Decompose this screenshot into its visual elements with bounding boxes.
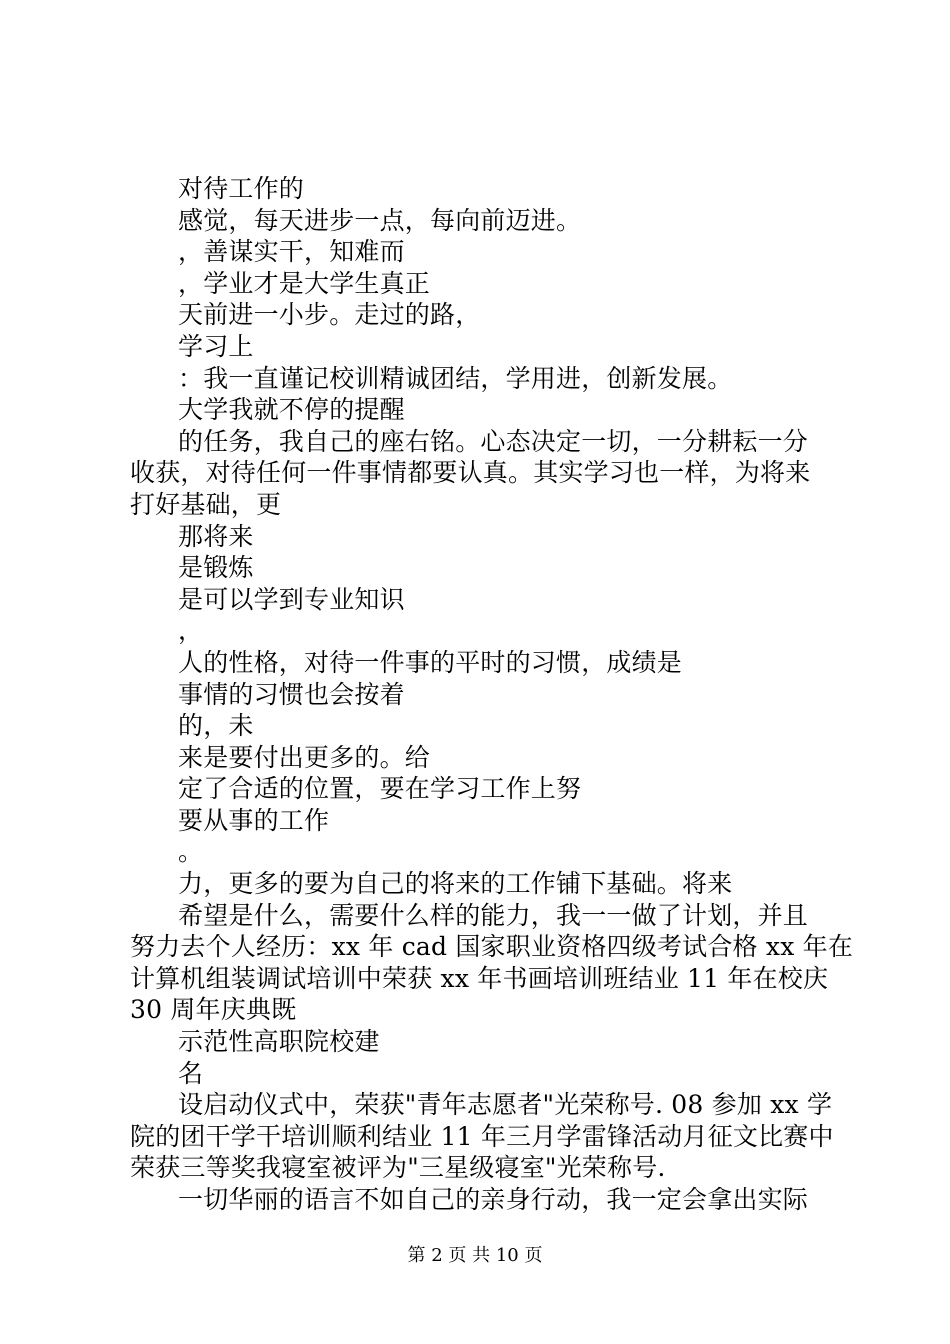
text-line: 是可以学到专业知识 bbox=[178, 584, 405, 614]
text-line: ，学业才是大学生真正 bbox=[178, 268, 431, 298]
text-line: 来是要付出更多的。给 bbox=[178, 742, 431, 772]
text-line: 收获，对待任何一件事情都要认真。其实学习也一样，为将来 bbox=[130, 458, 811, 488]
text-line: 感觉，每天进步一点，每向前迈进。 bbox=[178, 205, 582, 235]
text-line: 天前进一小步。走过的路， bbox=[178, 300, 481, 330]
text-line: 对待工作的 bbox=[178, 174, 305, 203]
text-line: 一切华丽的语言不如自己的亲身行动，我一定会拿出实际 bbox=[178, 1185, 809, 1214]
text-line: 计算机组装调试培训中荣获 xx 年书画培训班结业 11 年在校庆 bbox=[130, 963, 829, 993]
text-line: 力，更多的要为自己的将来的工作铺下基础。将来 bbox=[178, 869, 733, 899]
text-line: 院的团干学干培训顺利结业 11 年三月学雷锋活动月征文比赛中 bbox=[130, 1121, 834, 1151]
text-line: 打好基础，更 bbox=[130, 489, 282, 519]
page-footer: 第 2 页 共 10 页 bbox=[407, 1245, 543, 1266]
text-line: 学习上 bbox=[178, 331, 254, 361]
text-line: 示范性高职院校建 bbox=[178, 1027, 380, 1057]
document-body bbox=[130, 173, 854, 1216]
text-line: 希望是什么，需要什么样的能力，我一一做了计划，并且 bbox=[178, 900, 809, 930]
text-line: ：我一直谨记校训精诚团结，学用进，创新发展。 bbox=[178, 363, 733, 393]
text-line: 那将来 bbox=[178, 521, 254, 551]
text-line: 设启动仪式中，荣获"青年志愿者"光荣称号. 08 参加 xx 学 bbox=[178, 1090, 833, 1120]
text-line: 是锻炼 bbox=[178, 553, 254, 583]
text-line: 人的性格，对待一件事的平时的习惯，成绩是 bbox=[178, 647, 683, 677]
text-line: 的任务，我自己的座右铭。心态决定一切，一分耕耘一分 bbox=[178, 426, 809, 456]
text-line: ， bbox=[178, 616, 204, 646]
text-line: 荣获三等奖我寝室被评为"三星级寝室"光荣称号. bbox=[130, 1153, 666, 1183]
text-line: 30 周年庆典既 bbox=[130, 995, 297, 1025]
text-line: 的，未 bbox=[178, 711, 254, 741]
text-line: 定了合适的位置，要在学习工作上努 bbox=[178, 774, 582, 804]
text-line: 要从事的工作 bbox=[178, 805, 330, 835]
text-line: 。 bbox=[178, 837, 204, 867]
text-line: 名 bbox=[178, 1058, 204, 1088]
text-line: 事情的习惯也会按着 bbox=[178, 679, 405, 709]
text-line: 大学我就不停的提醒 bbox=[178, 395, 405, 425]
text-line: ，善谋实干，知难而 bbox=[178, 237, 405, 267]
text-line: 努力去个人经历：xx 年 cad 国家职业资格四级考试合格 xx 年在 bbox=[130, 932, 854, 962]
